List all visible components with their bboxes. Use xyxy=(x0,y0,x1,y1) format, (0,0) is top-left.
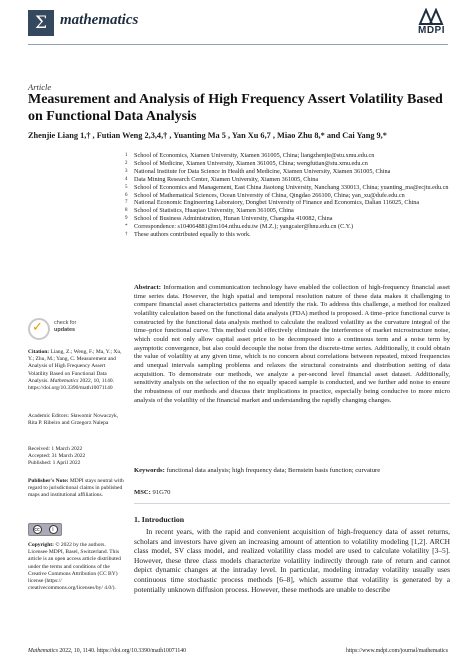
citation-block xyxy=(28,349,124,392)
affiliation-text: School of Business Administration, Hunan University, Changsha 410082, China xyxy=(134,215,333,223)
affiliation-list xyxy=(125,152,455,239)
journal-logo xyxy=(28,10,54,36)
footer-ref[interactable]: 2022, 10, 1140. https://doi.org/10.3390/math10071140 xyxy=(59,648,187,654)
note-text: MDPI stays neutral with regard to jurisdictional claims in published maps and institutional affiliations. xyxy=(28,478,124,499)
affiliation-number: 4 xyxy=(125,176,128,182)
abstract-text: Information and communication technology have enabled the collection of high-frequency financial asset time series data. However, the high spatial and temporal resolution nature of these data makes it challenging to compare financial asset characteristics patterns and identify the risk. To address this challenge, a method for realized volatility calculation based on the functional data analysis (FDA) method is proposed. A time–price functional curve is constructed by the functional data analysis method to calculate the realized volatility as the curvature integral of the time–price functional curve. This method could effectively eliminate the interference of market microstructure noise, which could not only allow capital asset price to be decomposed into a continuous term and a noise term by asymptotic convergence, but also could decouple the noise from the discrete-time series. Additionally, it could obtain the value of volatility at any given time, which is no concern about correlations between repeated, mixed frequencies and unequal intervals sampling problems and relaxes the structural constraints and distribution setting of data acquisition. To demonstrate our methods, we analyze a per-second level financial asset dataset. Additionally, sensitivity analysis on the selection of the no equally spaced sample is conducted, and we further add noise to ensure the robustness of our methods and discuss their implications in practice, especially being conducive to more micro analysis of the volatility of the financial market and understanding the rapidly changing changes. xyxy=(134,284,450,404)
cc-by-license-icon[interactable] xyxy=(28,523,62,536)
affiliation-item xyxy=(125,231,455,239)
copyright-block xyxy=(28,542,124,592)
note-label: Publisher's Note: xyxy=(28,478,69,484)
published-date: Published: 1 April 2022 xyxy=(28,460,81,467)
affiliation-text: School of Medicine, Xiamen University, Xiamen 361005, China; wengfutian@stu.xmu.edu.cn xyxy=(134,159,368,167)
mdpi-mark-icon xyxy=(416,8,450,26)
affiliation-text: Data Mining Research Center, Xiamen University, Xiamen 361005, China xyxy=(134,175,319,183)
citation-ref[interactable]: 2022, 10, 1140. https://doi.org/10.3390/math10071140 xyxy=(28,377,114,392)
abstract xyxy=(134,284,450,405)
affiliation-number: 1 xyxy=(125,153,128,158)
header-rule xyxy=(28,44,448,45)
citation-label: Citation: xyxy=(28,349,50,355)
affiliation-number: 7 xyxy=(125,200,128,206)
affiliation-number: 3 xyxy=(125,168,128,174)
affiliation-item xyxy=(125,152,455,160)
affiliation-item xyxy=(125,207,455,215)
affiliation-number: 6 xyxy=(125,192,128,198)
affiliation-text: Correspondence: s104064881@m104.nthu.edu.tw (M.Z.); yangcaier@hnu.edu.cn (C.Y.) xyxy=(134,223,354,231)
copyright-label: Copyright: xyxy=(28,542,54,548)
affiliation-item xyxy=(125,223,455,231)
affiliation-text: School of Statistics, Huaqiao University, Xiamen 361005, China xyxy=(134,207,294,215)
keywords-text: functional data analysis; high frequency data; Bernstein basis function; curvature xyxy=(166,467,381,474)
affiliation-item xyxy=(125,160,455,168)
received-date: Received: 1 March 2022 xyxy=(28,446,83,452)
sigma-icon: Σ xyxy=(34,13,48,33)
footer-journal: Mathematics xyxy=(28,648,58,654)
check-for-updates-badge[interactable] xyxy=(28,317,118,347)
affiliation-item xyxy=(125,199,455,207)
citation-journal: Mathematics xyxy=(50,377,79,384)
affiliation-text: National Economic Engineering Laboratory, Dongbei University of Finance and Economics, Dalian 116025, China xyxy=(134,199,420,207)
author-list: Zhenjie Liang 1,† , Futian Weng 2,3,4,† , Yuanting Ma 5 , Yan Xu 6,7 , Miao Zhu 8,* and Cai Yang 9,* xyxy=(28,131,387,140)
affiliation-text: School of Mathematical Sciences, Ocean University of China, Qingdao 266100, China; yan_xu@dufe.edu.cn xyxy=(134,191,405,199)
section-heading: 1. Introduction xyxy=(134,515,185,524)
affiliation-text: School of Economics and Management, East China Jiaotong University, Nanchang 330013, China; yuanting_ma@ecjtu.edu.cn xyxy=(134,183,449,191)
affiliation-item xyxy=(125,215,455,223)
affiliation-number: 2 xyxy=(125,160,128,166)
affiliation-number: 8 xyxy=(125,208,128,214)
mdpi-logo xyxy=(416,8,450,38)
affiliation-item xyxy=(125,184,455,192)
affiliation-item xyxy=(125,176,455,184)
msc-label: MSC: xyxy=(134,489,151,496)
copyright-text: © 2022 by the authors. Licensee MDPI, Basel, Switzerland. This article is an open access article distributed under the terms and conditions of the Creative Commons Attribution (CC BY) license (https:// creativecommons.org/licenses/by/ 4.0/). xyxy=(28,542,121,592)
paper-title: Measurement and Analysis of High Frequency Assert Volatility Based on Functional Data Analysis xyxy=(28,92,443,124)
dates-block xyxy=(28,446,124,468)
affiliation-item xyxy=(125,192,455,200)
affiliation-text: These authors contributed equally to this work. xyxy=(134,231,251,239)
keywords-label: Keywords: xyxy=(134,467,165,474)
footer-citation xyxy=(28,648,186,654)
section-divider xyxy=(134,503,450,504)
msc xyxy=(134,489,170,496)
editors-label: Academic Editors: xyxy=(28,413,70,419)
affiliation-number: 9 xyxy=(125,216,128,222)
cc-icon: cc xyxy=(34,527,40,533)
accepted-date: Accepted: 31 March 2022 xyxy=(28,453,86,460)
affiliation-number: * xyxy=(125,224,128,230)
msc-code: 91G70 xyxy=(152,489,171,496)
footer-url[interactable]: https://www.mdpi.com/journal/mathematics xyxy=(345,648,448,654)
editors-block xyxy=(28,413,124,427)
keywords xyxy=(134,467,450,475)
journal-name: mathematics xyxy=(60,12,139,28)
affiliation-number: † xyxy=(125,232,128,238)
checkmark-icon: ✓ xyxy=(32,320,43,335)
editors-names: Sławomir Nowaczyk, Rita P. Ribeiro and Grzegorz Nalepa xyxy=(28,413,119,427)
check-updates-line1: check for xyxy=(54,320,77,326)
publisher-note xyxy=(28,478,124,500)
abstract-label: Abstract: xyxy=(134,284,161,291)
affiliation-item xyxy=(125,168,455,176)
affiliation-number: 5 xyxy=(125,184,128,190)
affiliation-text: School of Economics, Xiamen University, Xiamen 361005, China; liangzhenjie@stu.xmu.edu.cn xyxy=(134,152,375,159)
intro-paragraph: In recent years, with the rapid and convenient acquisition of high-frequency data of asset returns, scholars and investors have given an increasing amount of attention to volatility modeling [1,2]. ARCH class model, SV class model, and realized volatility class model are used to calculate volatility [3–5]. However, these three class models characterize volatility indirectly through rate of return and cannot depict dynamic changes at the intraday level. In particular, modeling intraday volatility usually uses continuous time stochastic process methods [6–8], which assume that volatility is generated by a potentially unknown diffusion process. However, these methods are unable to describe xyxy=(134,527,450,594)
citation-text: Liang, Z.; Weng, F.; Ma, Y.; Xu, Y.; Zhu, M.; Yang, C. Measurement and Analysis of High Frequency Assert Volatility Based on Functional Data Analysis. xyxy=(28,349,122,384)
affiliation-text: National Institute for Data Science in Health and Medicine, Xiamen University, Xiamen 361005, China xyxy=(134,167,391,175)
publisher-name: MDPI xyxy=(418,25,445,36)
by-icon: i xyxy=(49,525,58,534)
article-type: Article xyxy=(28,82,52,92)
check-updates-line2: updates xyxy=(54,326,76,333)
